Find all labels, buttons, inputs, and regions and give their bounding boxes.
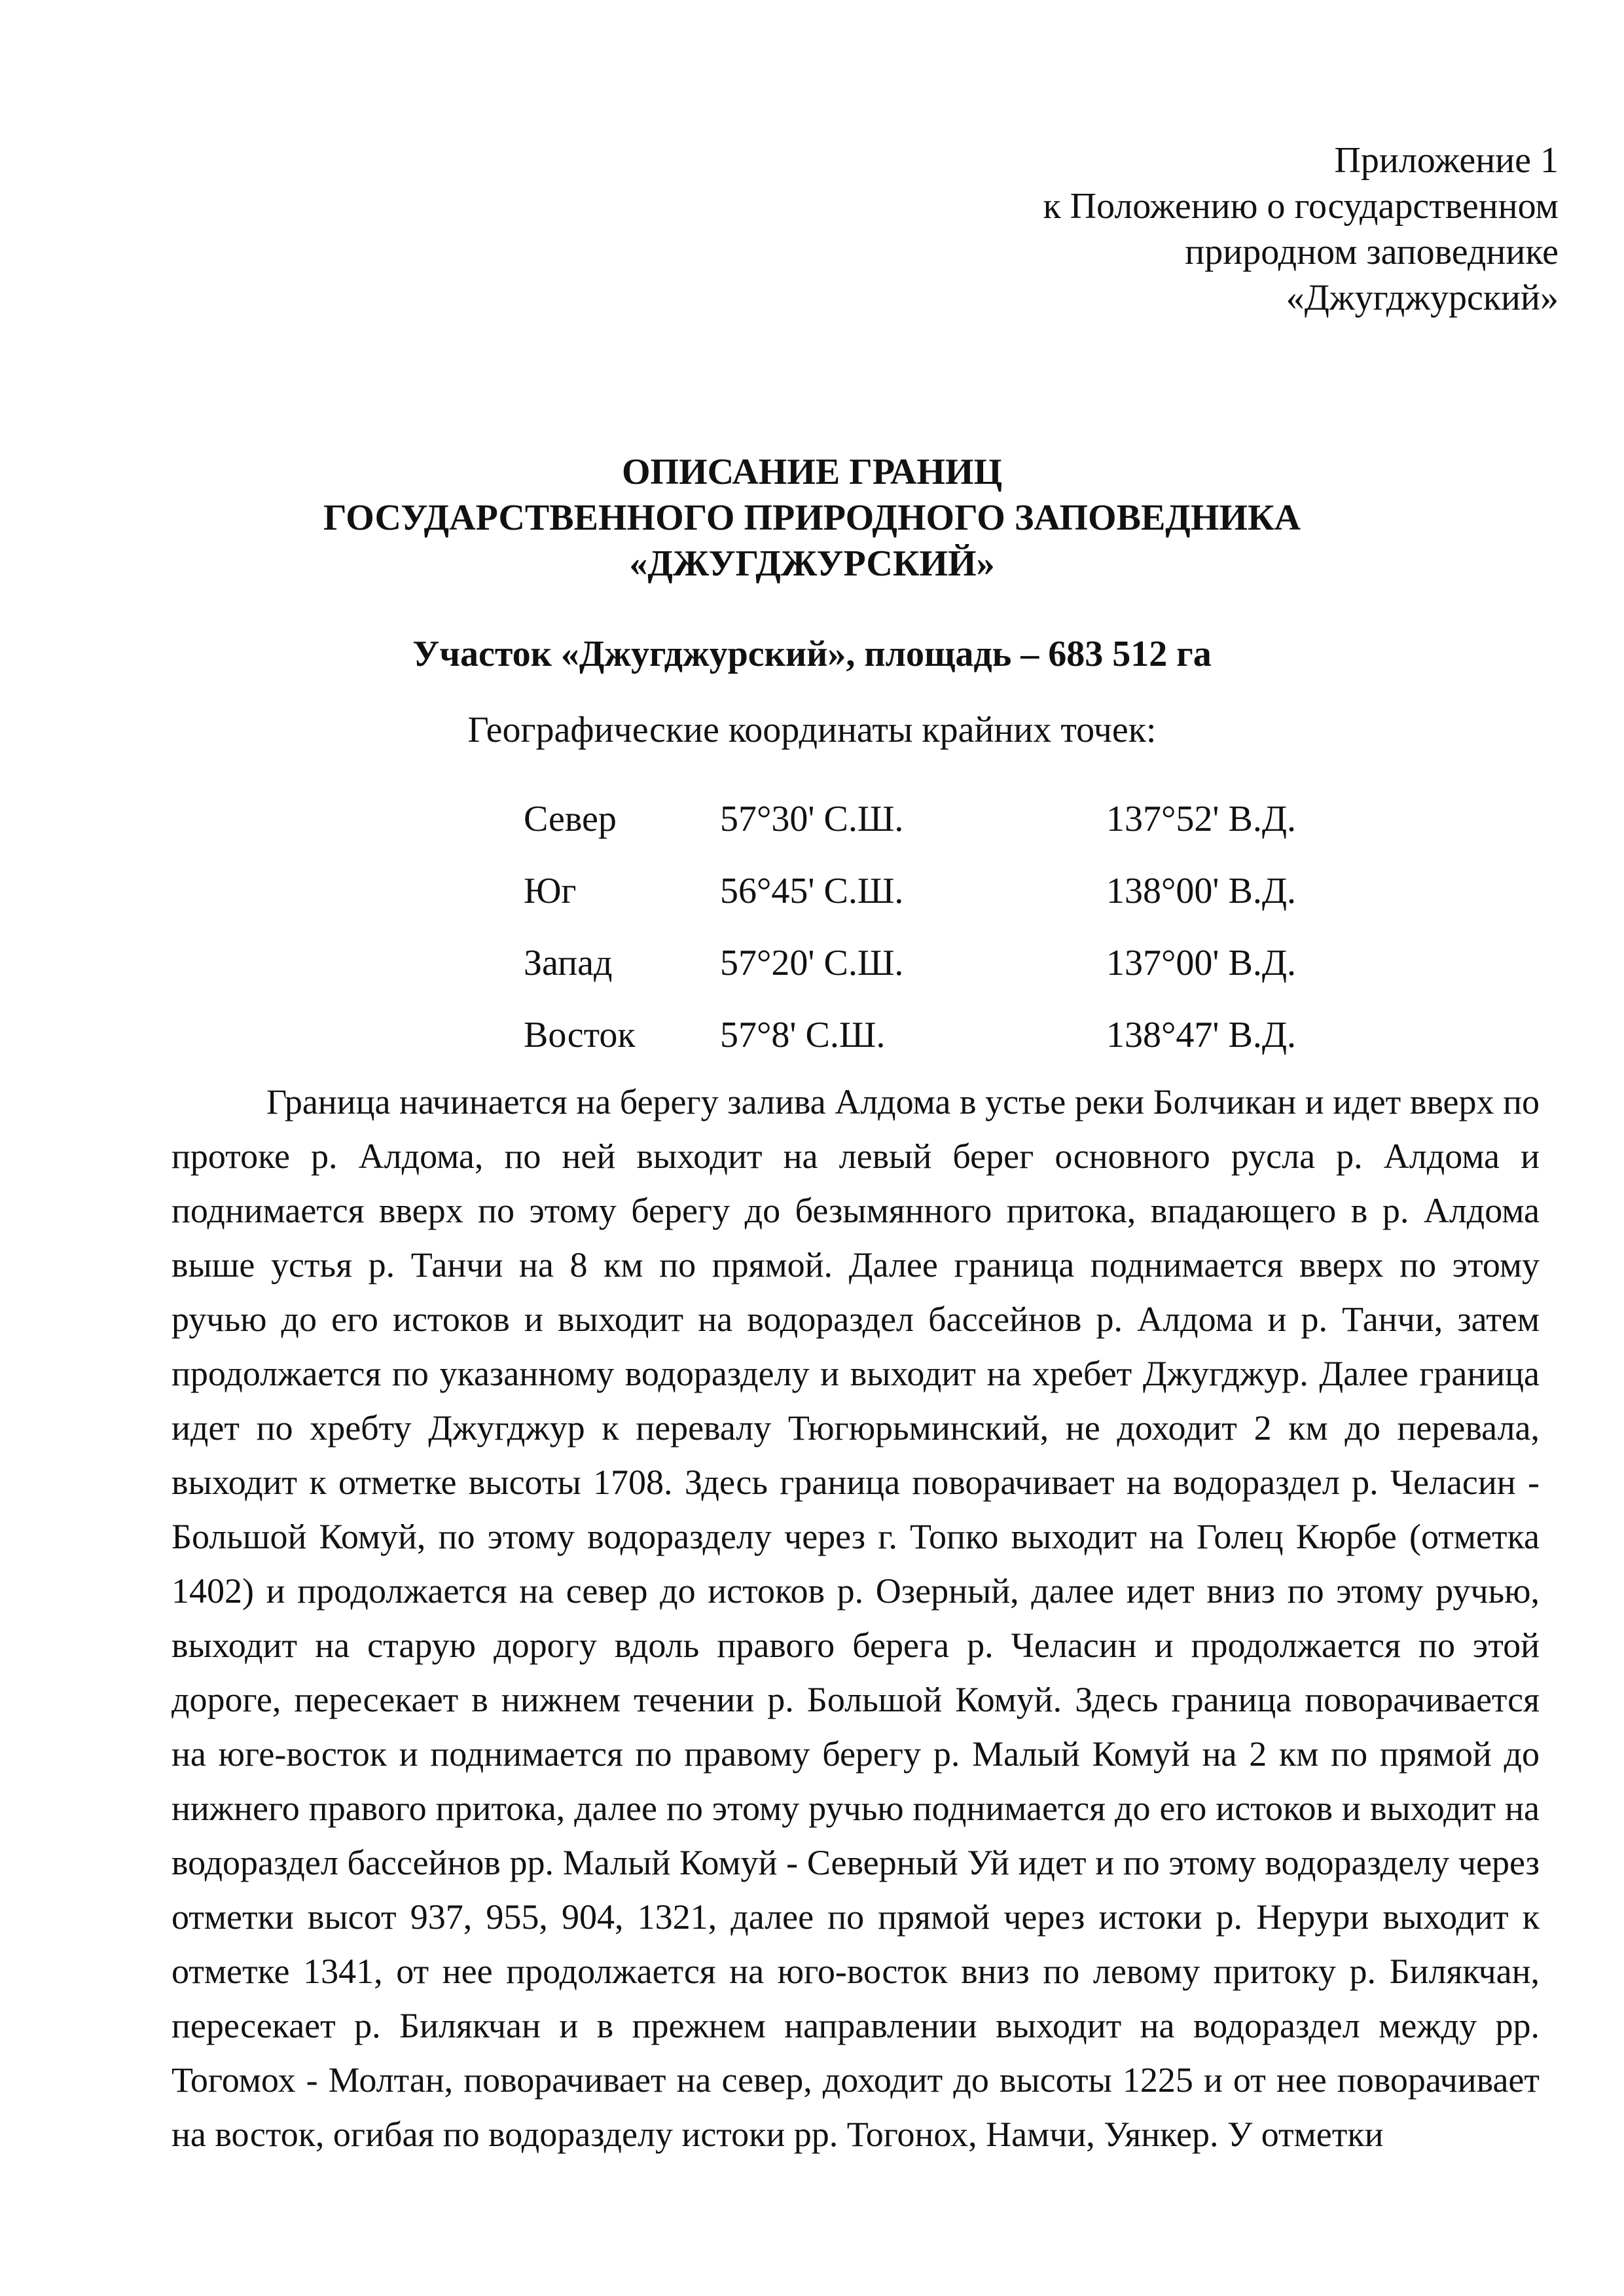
longitude-cell: 137°52' В.Д. bbox=[1106, 799, 1297, 839]
boundary-description-paragraph: Граница начинается на берегу залива Алдома в устье реки Болчикан и идет вверх по протоке р. Алдома, по ней выходит на левый берег основного русла р. Алдома и поднимается вверх по этому берегу до безымянного притока, впадающего в р. Алдома выше устья р. Танчи на 8 км по прямой. Далее граница поднимается вверх по этому ручью до его истоков и выходит на водораздел бассейнов р. Алдома и р. Танчи, затем продолжается по указанному водоразделу и выходит на хребет Джугджур. Далее граница идет по хребту Джугджур к перевалу Тюгюрьминский, не доходит 2 км до перевала, выходит к отметке высоты 1708. Здесь граница поворачивает на водораздел р. Челасин - Большой Комуй, по этому водоразделу через г. Топко выходит на Голец Кюрбе (отметка 1402) и продолжается на север до истоков р. Озерный, далее идет вниз по этому ручью, выходит на старую дорогу вдоль правого берега р. Челасин и продолжается по этой дороге, пересекает в нижнем течении р. Большой Комуй. Здесь граница поворачивается на юге-восток и поднимается по правому берегу р. Малый Комуй на 2 км по прямой до нижнего правого притока, далее по этому ручью поднимается до его истоков и выходит на водораздел бассейнов рр. Малый Комуй - Северный Уй идет и по этому водоразделу через отметки высот 937, 955, 904, 1321, далее по прямой через истоки р. Нерури выходит к отметке 1341, от нее продолжается на юго-восток вниз по левому притоку р. Билякчан, пересекает р. Билякчан и в прежнем направлении выходит на водораздел между рр. Тогомох - Молтан, поворачивает на север, доходит до высоты 1225 и от нее поворачивает на восток, огибая по водоразделу истоки рр. Тогонох, Намчи, Уянкер. У отметки bbox=[171, 1082, 1540, 2154]
direction-cell: Запад bbox=[524, 943, 613, 983]
direction-cell: Север bbox=[524, 799, 617, 839]
appendix-line-2: к Положению о государственном bbox=[1043, 186, 1559, 227]
title-line-2: ГОСУДАРСТВЕННОГО ПРИРОДНОГО ЗАПОВЕДНИКА bbox=[323, 498, 1301, 538]
appendix-line-3: природном заповеднике bbox=[1185, 232, 1559, 272]
coordinates-row-east bbox=[524, 999, 1322, 1071]
document-title bbox=[0, 449, 1624, 587]
coordinates-row-west bbox=[524, 927, 1322, 999]
appendix-header bbox=[1043, 137, 1559, 321]
direction-cell: Восток bbox=[524, 1015, 636, 1055]
direction-cell: Юг bbox=[524, 871, 577, 911]
title-line-1: ОПИСАНИЕ ГРАНИЦ bbox=[621, 452, 1003, 492]
longitude-cell: 138°00' В.Д. bbox=[1106, 871, 1297, 911]
title-line-3: «ДЖУГДЖУРСКИЙ» bbox=[629, 543, 995, 584]
latitude-cell: 57°20' С.Ш. bbox=[720, 943, 904, 983]
latitude-cell: 57°8' С.Ш. bbox=[720, 1015, 886, 1055]
longitude-cell: 137°00' В.Д. bbox=[1106, 943, 1297, 983]
latitude-cell: 56°45' С.Ш. bbox=[720, 871, 904, 911]
appendix-line-4: «Джугджурский» bbox=[1286, 278, 1559, 318]
coordinates-row-south bbox=[524, 855, 1322, 927]
coordinates-heading: Географические координаты крайних точек: bbox=[467, 710, 1157, 750]
section-subtitle: Участок «Джугджурский», площадь – 683 512 га bbox=[412, 634, 1212, 674]
latitude-cell: 57°30' С.Ш. bbox=[720, 799, 904, 839]
appendix-line-1: Приложение 1 bbox=[1334, 140, 1559, 181]
coordinates-row-north bbox=[524, 783, 1322, 855]
coordinates-table bbox=[524, 783, 1322, 1071]
longitude-cell: 138°47' В.Д. bbox=[1106, 1015, 1297, 1055]
